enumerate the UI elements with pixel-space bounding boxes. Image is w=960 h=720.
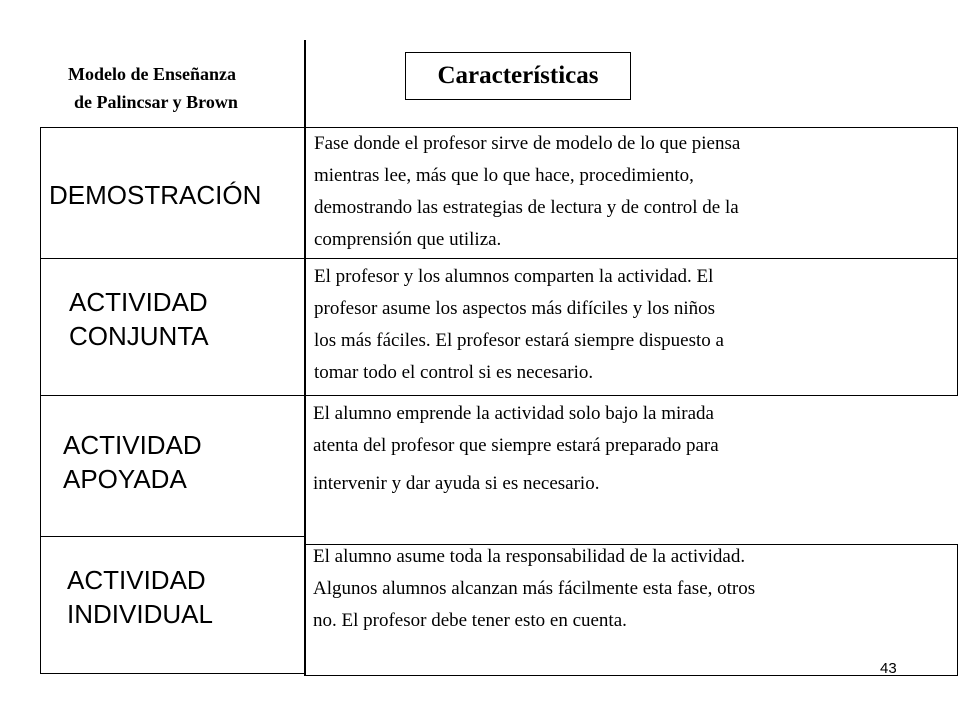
- description-line: El alumno asume toda la responsabilidad de la actividad.: [313, 546, 746, 567]
- description-line: intervenir y dar ayuda si es necesario.: [313, 473, 600, 494]
- description-line: profesor asume los aspectos más difíciles y los niños: [314, 298, 716, 319]
- description-box-demostracion: [304, 127, 958, 259]
- phase-label-line: ACTIVIDAD: [67, 565, 206, 595]
- description-line: Fase donde el profesor sirve de modelo de lo que piensa: [314, 133, 741, 154]
- description-conjunta: [314, 261, 724, 389]
- phase-box-apoyada: [40, 395, 305, 537]
- characteristics-header: Características: [405, 52, 631, 100]
- description-line: Algunos alumnos alcanzan más fácilmente esta fase, otros: [313, 578, 756, 599]
- description-line: atenta del profesor que siempre estará preparado para: [313, 435, 719, 456]
- page-number: 43: [880, 660, 897, 677]
- phase-box-individual: [40, 536, 305, 674]
- description-line: los más fáciles. El profesor estará siempre dispuesto a: [314, 330, 724, 351]
- description-line: demostrando las estrategias de lectura y de control de la: [314, 197, 739, 218]
- description-box-individual: [304, 544, 958, 676]
- model-title: [40, 60, 310, 116]
- description-line: no. El profesor debe tener esto en cuenta.: [313, 610, 627, 631]
- phase-label-line: APOYADA: [63, 464, 187, 494]
- description-box-conjunta: [304, 258, 958, 396]
- phase-box-demostracion: [40, 127, 305, 259]
- description-line: mientras lee, más que lo que hace, procedimiento,: [314, 165, 694, 186]
- phase-label-line: INDIVIDUAL: [67, 599, 213, 629]
- description-apoyada: [313, 398, 719, 500]
- phase-label-line: ACTIVIDAD: [69, 287, 208, 317]
- description-line: comprensión que utiliza.: [314, 229, 502, 250]
- description-demostracion: [314, 128, 740, 256]
- description-line: tomar todo el control si es necesario.: [314, 362, 594, 383]
- model-title-line1: Modelo de Enseñanza: [68, 64, 237, 84]
- description-individual: [313, 541, 755, 637]
- phase-label-line: CONJUNTA: [69, 321, 209, 351]
- phase-box-conjunta: [40, 258, 305, 396]
- model-title-line2: de Palincsar y Brown: [74, 92, 238, 112]
- phase-label-line: ACTIVIDAD: [63, 430, 202, 460]
- description-line: El profesor y los alumnos comparten la actividad. El: [314, 266, 714, 287]
- description-line: El alumno emprende la actividad solo bajo la mirada: [313, 403, 714, 424]
- phase-label-demostracion: DEMOSTRACIÓN: [49, 180, 262, 210]
- phase-label-conjunta: [69, 285, 209, 353]
- phase-label-apoyada: [63, 428, 202, 496]
- phase-label-individual: [67, 563, 213, 631]
